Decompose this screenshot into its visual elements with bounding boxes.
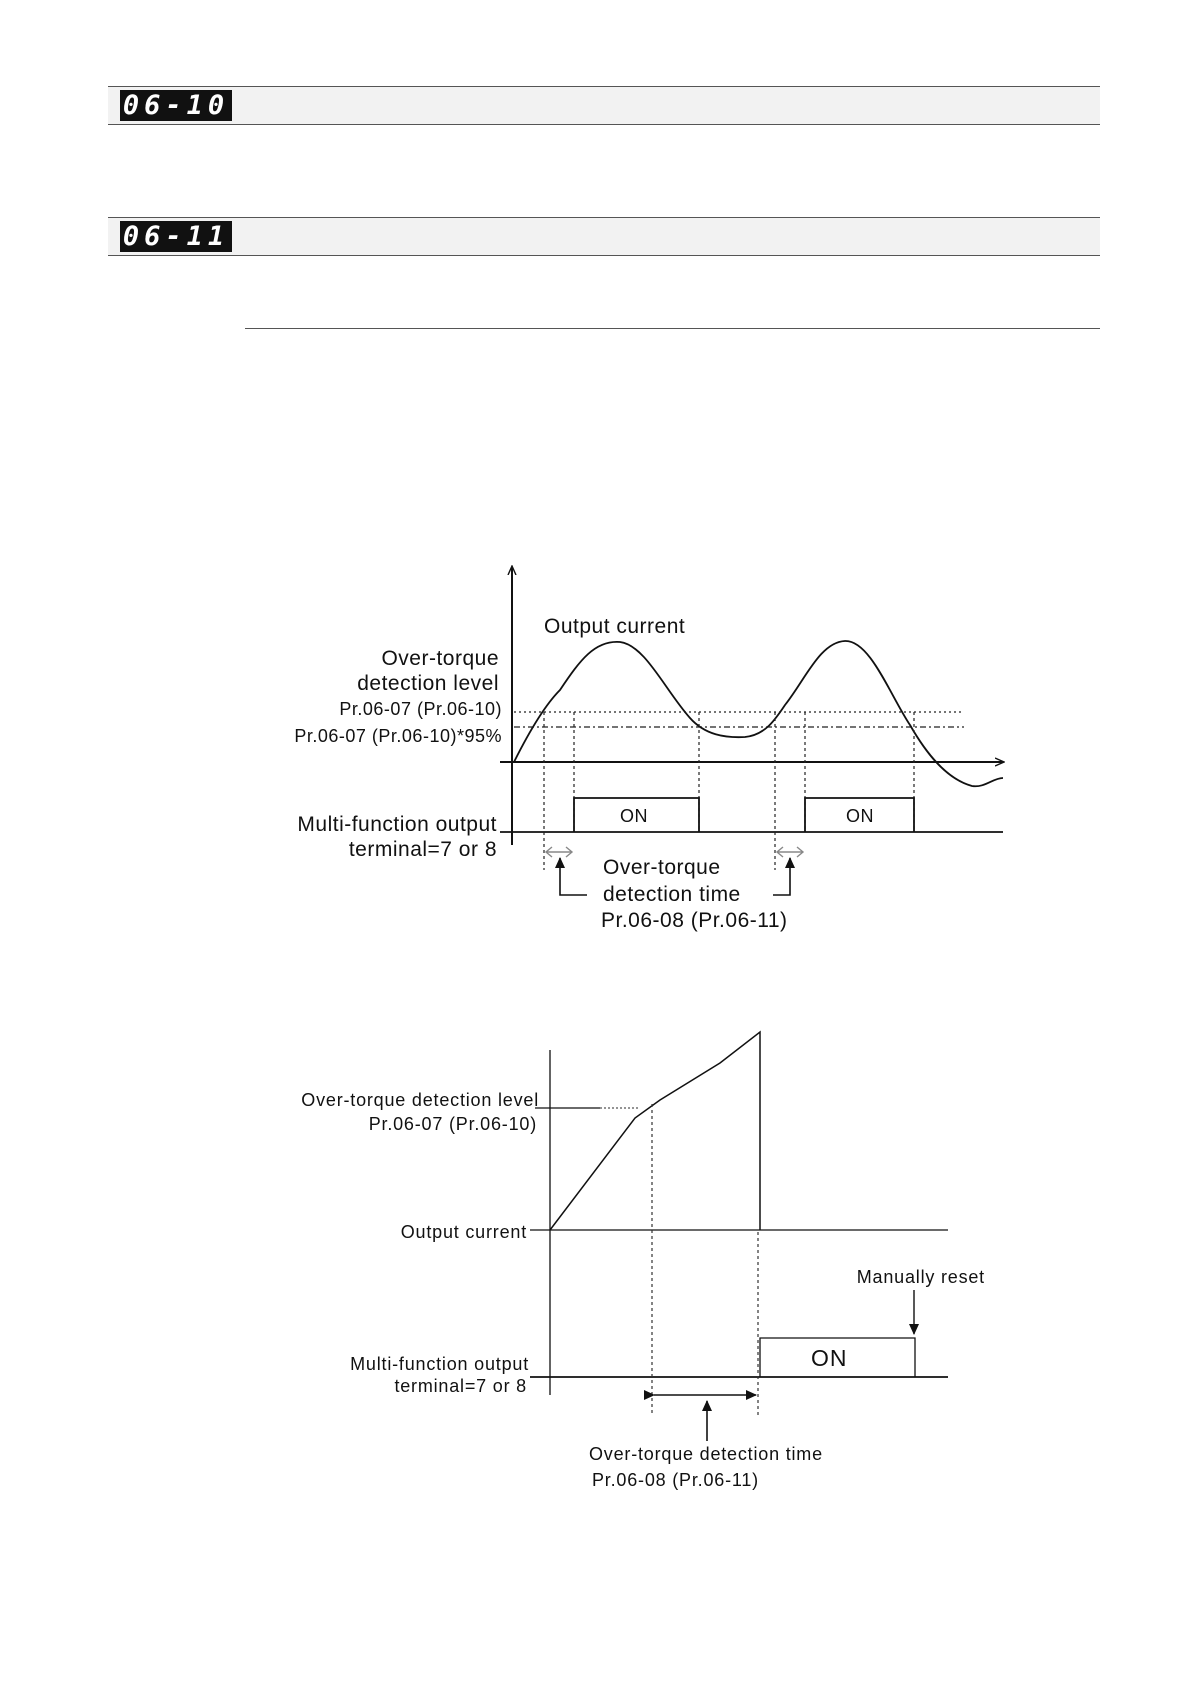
time-label: Over-torque detection time [589, 1444, 823, 1464]
manual-reset-label: Manually reset [856, 1267, 985, 1287]
mfo-label-line1: Multi-function output [297, 813, 497, 836]
time-label-line2: detection time [603, 883, 741, 906]
time-param-label: Pr.06-08 (Pr.06-11) [592, 1470, 759, 1490]
level-label-line2: detection level [357, 672, 499, 695]
level-label: Over-torque detection level [301, 1090, 539, 1110]
output-current-label: Output current [400, 1222, 527, 1242]
diagram-2 [301, 1032, 985, 1490]
time-param-label: Pr.06-08 (Pr.06-11) [601, 909, 788, 932]
on-label-2: ON [846, 806, 874, 826]
mfo-label-line2: terminal=7 or 8 [348, 838, 497, 861]
param-code-display: 06-10 [120, 90, 232, 121]
output-current-label: Output current [544, 615, 686, 638]
on-label: ON [811, 1345, 848, 1371]
mfo-label-line1: Multi-function output [350, 1354, 529, 1374]
level-95-param-label: Pr.06-07 (Pr.06-10)*95% [294, 726, 502, 746]
level-label-line1: Over-torque [381, 647, 499, 670]
detection-time-arrow-2 [777, 847, 803, 857]
on-label-1: ON [620, 806, 648, 826]
mfo-label-line2: terminal=7 or 8 [394, 1376, 527, 1396]
leader-arrow-left [560, 858, 587, 895]
time-label-line1: Over-torque [603, 856, 721, 879]
diagram-1 [294, 567, 1003, 932]
output-current-curve [550, 1032, 760, 1230]
detection-time-arrow-1 [546, 847, 572, 857]
level-param-label: Pr.06-07 (Pr.06-10) [368, 1114, 537, 1134]
output-current-curve [514, 641, 1003, 786]
param-code-display: 06-11 [120, 221, 232, 252]
level-param-label: Pr.06-07 (Pr.06-10) [339, 699, 502, 719]
